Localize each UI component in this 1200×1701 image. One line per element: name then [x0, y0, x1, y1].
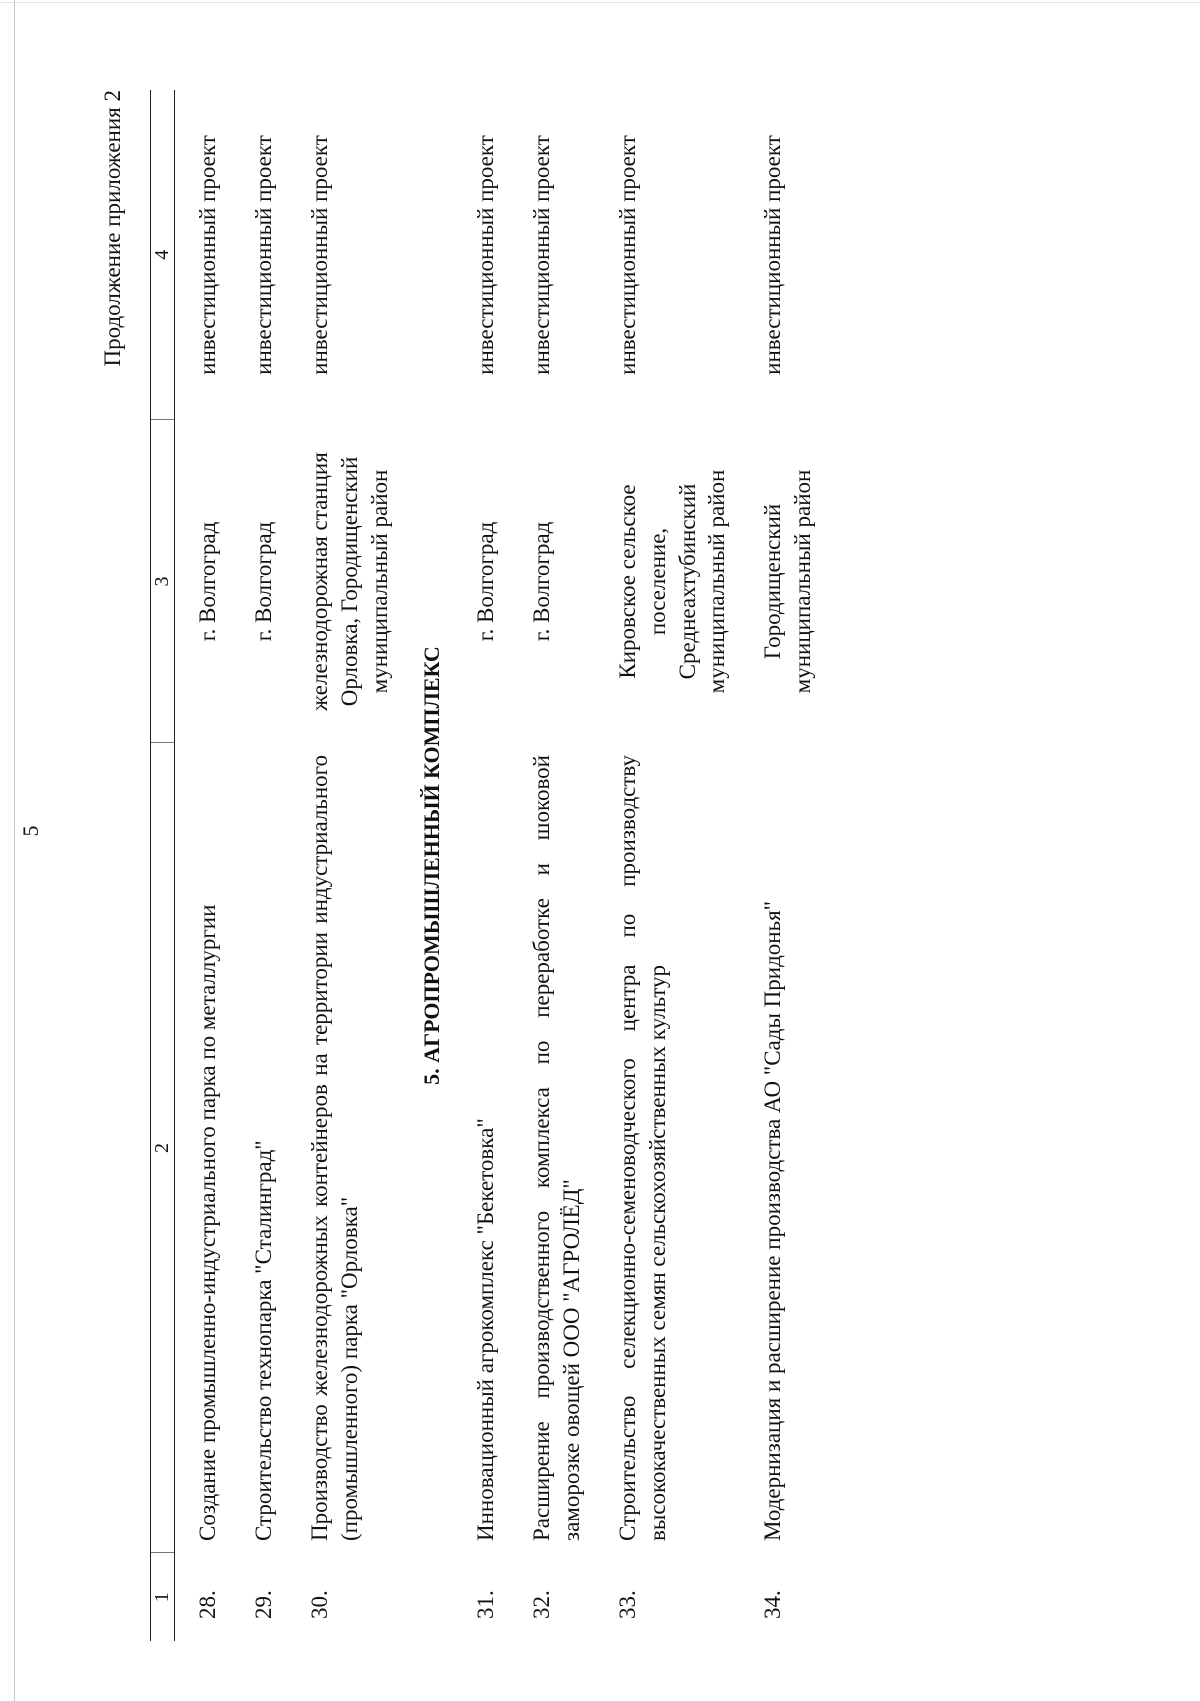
project-type: инвестиционный проект — [250, 135, 276, 375]
project-location: г. Волгоград — [473, 521, 499, 642]
project-type: инвестиционный проект — [473, 135, 499, 375]
header-row — [151, 90, 175, 1641]
table-row — [287, 90, 403, 1641]
project-location: Городищенский муниципальный район — [760, 469, 816, 694]
project-location: железнодорожная станция Орловка, Городищенский муниципальный район — [306, 452, 392, 711]
table-row — [175, 90, 231, 1641]
project-location: г. Волгоград — [528, 521, 554, 642]
section-title: 5. АГРОПРОМЫШЛЕННЫЙ КОМПЛЕКС — [419, 646, 445, 1085]
row-number: 33. — [614, 1590, 640, 1619]
project-name: Производство железнодорожных контейнеров на территории индустриального (промышленного) парка "Орловка" — [306, 755, 362, 1541]
project-location: г. Волгоград — [195, 521, 220, 642]
page-number: 5 — [18, 825, 43, 837]
project-type: инвестиционный проект — [614, 135, 640, 375]
column-header-3: 3 — [151, 420, 175, 743]
column-header-1: 1 — [151, 1553, 175, 1641]
row-number: 32. — [528, 1590, 554, 1619]
project-location: г. Волгоград — [250, 521, 276, 642]
section-row — [402, 90, 453, 1641]
table-row — [231, 90, 287, 1641]
project-name: Создание промышленно-индустриального парка по металлургии — [195, 904, 220, 1541]
project-type: инвестиционный проект — [760, 135, 786, 375]
column-header-4: 4 — [151, 90, 175, 420]
column-header-2: 2 — [151, 743, 175, 1553]
project-name: Строительство технопарка "Сталинград" — [250, 1140, 276, 1541]
continuation-label: Продолжение приложения 2 — [100, 90, 125, 367]
row-number: 34. — [760, 1590, 786, 1619]
table-row — [740, 90, 826, 1641]
row-number: 29. — [250, 1590, 276, 1619]
row-number: 30. — [306, 1590, 332, 1619]
project-name: Расширение производственного комплекса по переработке и шоковой заморозке овощей ООО "АГРОЛЁД" — [528, 755, 584, 1541]
projects-table — [150, 90, 826, 1641]
row-number: 31. — [473, 1590, 499, 1619]
project-type: инвестиционный проект — [306, 135, 332, 375]
project-type: инвестиционный проект — [528, 135, 554, 375]
table-row — [453, 90, 509, 1641]
project-type: инвестиционный проект — [195, 135, 220, 375]
row-number: 28. — [195, 1590, 220, 1619]
project-location: Кировское сельское поселение, Среднеахтубинский муниципальный район — [614, 469, 730, 694]
table-row — [509, 90, 595, 1641]
project-name: Модернизация и расширение производства АО "Сады Придонья" — [760, 900, 786, 1541]
project-name: Инновационный агрокомплекс "Бекетовка" — [473, 1118, 499, 1541]
table-row — [595, 90, 741, 1641]
project-name: Строительство селекционно-семеноводческого центра по производству высококачественных семян сельскохозяйственных культур — [614, 755, 670, 1541]
